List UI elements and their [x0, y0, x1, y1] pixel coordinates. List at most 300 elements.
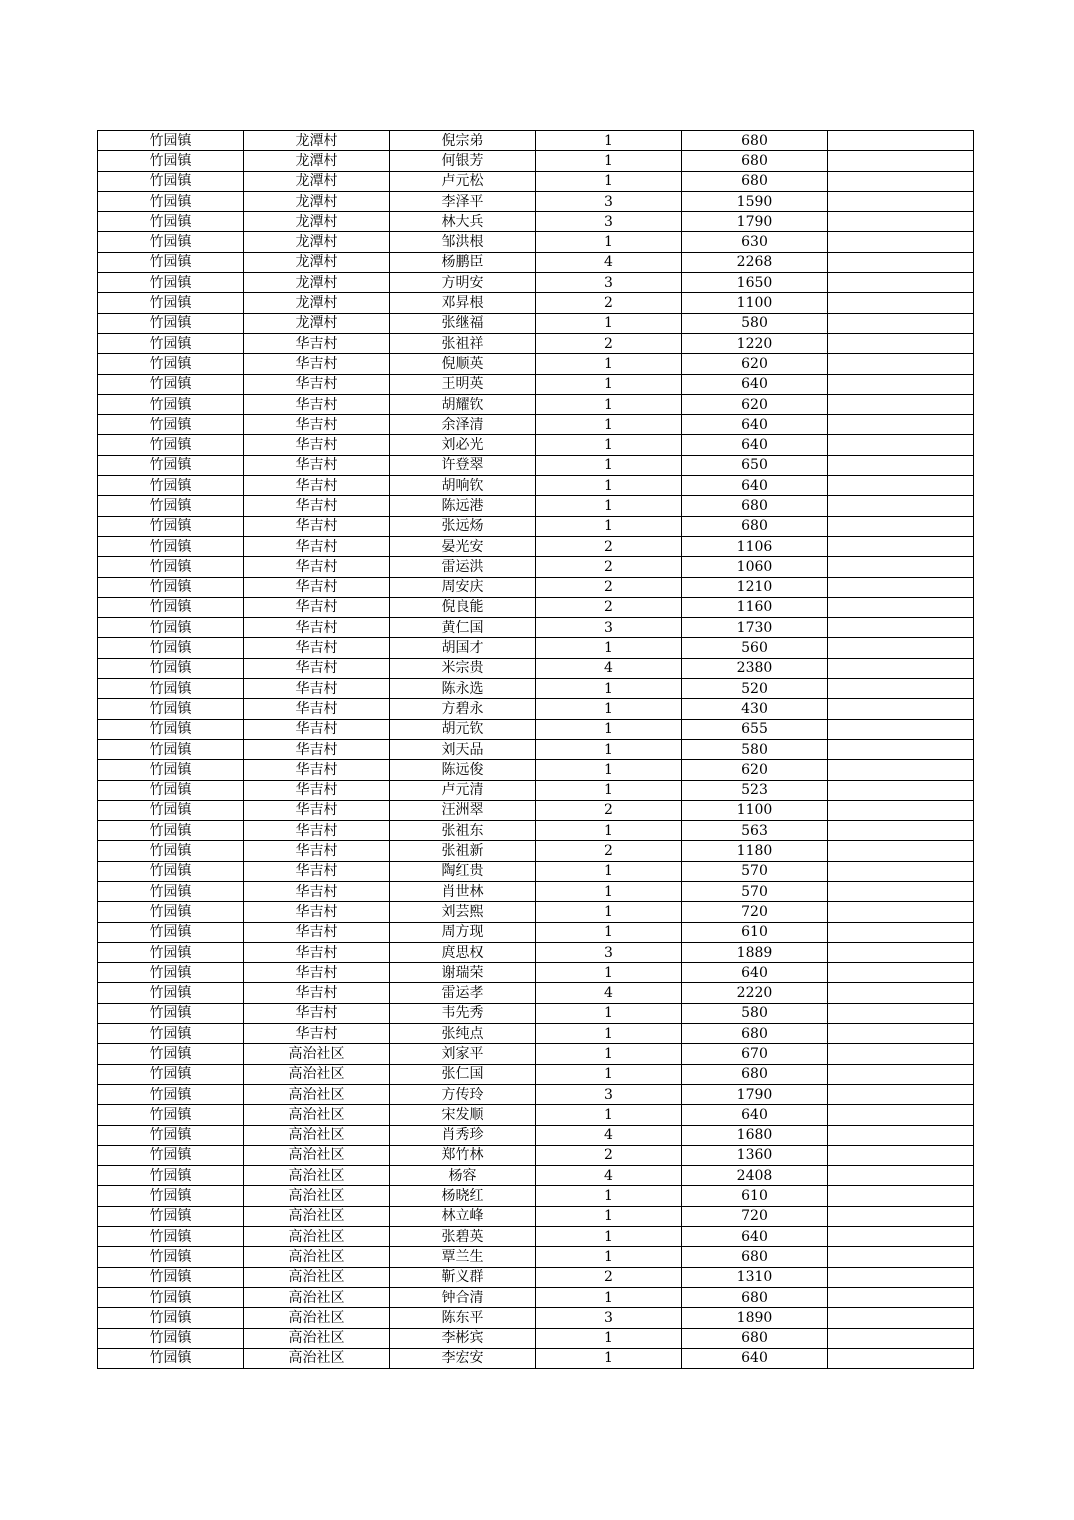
table-body [98, 131, 974, 1369]
note-cell [828, 821, 974, 841]
name-cell: 靳义群 [390, 1267, 536, 1287]
amount-cell: 520 [682, 679, 828, 699]
table-row [98, 1105, 974, 1125]
name-cell: 方传玲 [390, 1084, 536, 1104]
village-cell: 高治社区 [244, 1247, 390, 1267]
town-cell: 竹园镇 [98, 1044, 244, 1064]
note-cell [828, 191, 974, 211]
amount-cell: 523 [682, 780, 828, 800]
town-cell: 竹园镇 [98, 881, 244, 901]
amount-cell: 620 [682, 394, 828, 414]
table-row [98, 212, 974, 232]
village-cell: 华吉村 [244, 557, 390, 577]
note-cell [828, 1145, 974, 1165]
count-cell: 4 [536, 1125, 682, 1145]
note-cell [828, 1287, 974, 1307]
village-cell: 高治社区 [244, 1227, 390, 1247]
data-table [97, 130, 974, 1369]
count-cell: 3 [536, 191, 682, 211]
name-cell: 许登翠 [390, 455, 536, 475]
table-row [98, 557, 974, 577]
amount-cell: 720 [682, 1206, 828, 1226]
village-cell: 华吉村 [244, 476, 390, 496]
village-cell: 龙潭村 [244, 212, 390, 232]
village-cell: 华吉村 [244, 374, 390, 394]
amount-cell: 640 [682, 374, 828, 394]
name-cell: 刘家平 [390, 1044, 536, 1064]
table-row [98, 313, 974, 333]
amount-cell: 1360 [682, 1145, 828, 1165]
count-cell: 1 [536, 131, 682, 151]
note-cell [828, 1105, 974, 1125]
village-cell: 高治社区 [244, 1308, 390, 1328]
note-cell [828, 1024, 974, 1044]
amount-cell: 670 [682, 1044, 828, 1064]
village-cell: 华吉村 [244, 455, 390, 475]
town-cell: 竹园镇 [98, 902, 244, 922]
town-cell: 竹园镇 [98, 1247, 244, 1267]
count-cell: 4 [536, 658, 682, 678]
table-row [98, 394, 974, 414]
name-cell: 覃兰生 [390, 1247, 536, 1267]
village-cell: 高治社区 [244, 1267, 390, 1287]
name-cell: 刘天品 [390, 739, 536, 759]
town-cell: 竹园镇 [98, 679, 244, 699]
count-cell: 1 [536, 151, 682, 171]
name-cell: 王明英 [390, 374, 536, 394]
table-row [98, 1044, 974, 1064]
village-cell: 华吉村 [244, 1024, 390, 1044]
name-cell: 胡响钦 [390, 476, 536, 496]
amount-cell: 610 [682, 1186, 828, 1206]
table-row [98, 496, 974, 516]
table-row [98, 1267, 974, 1287]
note-cell [828, 212, 974, 232]
village-cell: 华吉村 [244, 415, 390, 435]
town-cell: 竹园镇 [98, 313, 244, 333]
amount-cell: 1590 [682, 191, 828, 211]
name-cell: 邓昇根 [390, 293, 536, 313]
village-cell: 高治社区 [244, 1145, 390, 1165]
amount-cell: 680 [682, 516, 828, 536]
note-cell [828, 374, 974, 394]
count-cell: 1 [536, 780, 682, 800]
table-row [98, 151, 974, 171]
name-cell: 张纯点 [390, 1024, 536, 1044]
village-cell: 龙潭村 [244, 151, 390, 171]
town-cell: 竹园镇 [98, 760, 244, 780]
town-cell: 竹园镇 [98, 1105, 244, 1125]
count-cell: 1 [536, 821, 682, 841]
note-cell [828, 1348, 974, 1368]
count-cell: 2 [536, 841, 682, 861]
table-row [98, 1308, 974, 1328]
town-cell: 竹园镇 [98, 1064, 244, 1084]
village-cell: 华吉村 [244, 496, 390, 516]
name-cell: 何银芳 [390, 151, 536, 171]
village-cell: 华吉村 [244, 435, 390, 455]
table-row [98, 1186, 974, 1206]
name-cell: 杨鹏臣 [390, 252, 536, 272]
town-cell: 竹园镇 [98, 739, 244, 759]
town-cell: 竹园镇 [98, 232, 244, 252]
note-cell [828, 293, 974, 313]
table-row [98, 618, 974, 638]
table-row [98, 597, 974, 617]
town-cell: 竹园镇 [98, 861, 244, 881]
table-row [98, 476, 974, 496]
name-cell: 张祖祥 [390, 333, 536, 353]
village-cell: 华吉村 [244, 821, 390, 841]
note-cell [828, 1166, 974, 1186]
table-row [98, 841, 974, 861]
town-cell: 竹园镇 [98, 476, 244, 496]
town-cell: 竹园镇 [98, 374, 244, 394]
name-cell: 林大兵 [390, 212, 536, 232]
note-cell [828, 516, 974, 536]
name-cell: 陈远港 [390, 496, 536, 516]
note-cell [828, 1084, 974, 1104]
name-cell: 张仁国 [390, 1064, 536, 1084]
village-cell: 高治社区 [244, 1125, 390, 1145]
count-cell: 1 [536, 435, 682, 455]
village-cell: 华吉村 [244, 394, 390, 414]
count-cell: 1 [536, 902, 682, 922]
table-row [98, 881, 974, 901]
table-row [98, 536, 974, 556]
count-cell: 3 [536, 273, 682, 293]
count-cell: 1 [536, 760, 682, 780]
village-cell: 华吉村 [244, 638, 390, 658]
amount-cell: 640 [682, 435, 828, 455]
village-cell: 高治社区 [244, 1328, 390, 1348]
count-cell: 4 [536, 983, 682, 1003]
note-cell [828, 1044, 974, 1064]
amount-cell: 640 [682, 1227, 828, 1247]
village-cell: 华吉村 [244, 922, 390, 942]
note-cell [828, 699, 974, 719]
name-cell: 刘芸熙 [390, 902, 536, 922]
name-cell: 卢元清 [390, 780, 536, 800]
amount-cell: 680 [682, 1064, 828, 1084]
amount-cell: 580 [682, 739, 828, 759]
note-cell [828, 455, 974, 475]
village-cell: 高治社区 [244, 1287, 390, 1307]
note-cell [828, 151, 974, 171]
village-cell: 龙潭村 [244, 191, 390, 211]
amount-cell: 1100 [682, 800, 828, 820]
amount-cell: 650 [682, 455, 828, 475]
count-cell: 2 [536, 333, 682, 353]
note-cell [828, 394, 974, 414]
village-cell: 龙潭村 [244, 273, 390, 293]
count-cell: 1 [536, 719, 682, 739]
table-row [98, 354, 974, 374]
count-cell: 1 [536, 1064, 682, 1084]
village-cell: 高治社区 [244, 1064, 390, 1084]
town-cell: 竹园镇 [98, 171, 244, 191]
town-cell: 竹园镇 [98, 1267, 244, 1287]
count-cell: 1 [536, 313, 682, 333]
table-row [98, 293, 974, 313]
table-row [98, 902, 974, 922]
town-cell: 竹园镇 [98, 435, 244, 455]
note-cell [828, 577, 974, 597]
note-cell [828, 942, 974, 962]
name-cell: 杨容 [390, 1166, 536, 1186]
note-cell [828, 861, 974, 881]
name-cell: 陶红贵 [390, 861, 536, 881]
name-cell: 韦先秀 [390, 1003, 536, 1023]
amount-cell: 570 [682, 861, 828, 881]
note-cell [828, 273, 974, 293]
amount-cell: 1890 [682, 1308, 828, 1328]
amount-cell: 2268 [682, 252, 828, 272]
amount-cell: 2380 [682, 658, 828, 678]
table-row [98, 1003, 974, 1023]
amount-cell: 563 [682, 821, 828, 841]
table-row [98, 760, 974, 780]
table-row [98, 455, 974, 475]
count-cell: 1 [536, 476, 682, 496]
village-cell: 华吉村 [244, 800, 390, 820]
town-cell: 竹园镇 [98, 293, 244, 313]
count-cell: 3 [536, 212, 682, 232]
village-cell: 高治社区 [244, 1206, 390, 1226]
amount-cell: 1790 [682, 212, 828, 232]
amount-cell: 1106 [682, 536, 828, 556]
count-cell: 1 [536, 394, 682, 414]
amount-cell: 620 [682, 760, 828, 780]
town-cell: 竹园镇 [98, 273, 244, 293]
name-cell: 陈东平 [390, 1308, 536, 1328]
table-row [98, 963, 974, 983]
note-cell [828, 963, 974, 983]
table-row [98, 273, 974, 293]
name-cell: 倪顺英 [390, 354, 536, 374]
town-cell: 竹园镇 [98, 618, 244, 638]
note-cell [828, 333, 974, 353]
town-cell: 竹园镇 [98, 1125, 244, 1145]
name-cell: 邹洪根 [390, 232, 536, 252]
village-cell: 华吉村 [244, 597, 390, 617]
town-cell: 竹园镇 [98, 719, 244, 739]
count-cell: 3 [536, 1084, 682, 1104]
name-cell: 胡耀钦 [390, 394, 536, 414]
note-cell [828, 1003, 974, 1023]
note-cell [828, 1247, 974, 1267]
amount-cell: 655 [682, 719, 828, 739]
count-cell: 1 [536, 739, 682, 759]
count-cell: 1 [536, 922, 682, 942]
village-cell: 华吉村 [244, 577, 390, 597]
table-row [98, 699, 974, 719]
town-cell: 竹园镇 [98, 699, 244, 719]
table-row [98, 1084, 974, 1104]
town-cell: 竹园镇 [98, 983, 244, 1003]
count-cell: 2 [536, 597, 682, 617]
note-cell [828, 922, 974, 942]
note-cell [828, 435, 974, 455]
village-cell: 龙潭村 [244, 131, 390, 151]
note-cell [828, 1125, 974, 1145]
name-cell: 郑竹林 [390, 1145, 536, 1165]
amount-cell: 580 [682, 313, 828, 333]
town-cell: 竹园镇 [98, 821, 244, 841]
table-row [98, 435, 974, 455]
name-cell: 张祖新 [390, 841, 536, 861]
amount-cell: 720 [682, 902, 828, 922]
name-cell: 谢瑞荣 [390, 963, 536, 983]
name-cell: 陈永选 [390, 679, 536, 699]
table-row [98, 800, 974, 820]
note-cell [828, 739, 974, 759]
table-row [98, 1145, 974, 1165]
table-row [98, 1247, 974, 1267]
count-cell: 1 [536, 496, 682, 516]
town-cell: 竹园镇 [98, 922, 244, 942]
count-cell: 2 [536, 1267, 682, 1287]
town-cell: 竹园镇 [98, 1287, 244, 1307]
table-row [98, 983, 974, 1003]
table-row [98, 374, 974, 394]
name-cell: 卢元松 [390, 171, 536, 191]
town-cell: 竹园镇 [98, 415, 244, 435]
count-cell: 3 [536, 618, 682, 638]
count-cell: 1 [536, 171, 682, 191]
amount-cell: 2408 [682, 1166, 828, 1186]
note-cell [828, 658, 974, 678]
name-cell: 汪洲翠 [390, 800, 536, 820]
count-cell: 1 [536, 516, 682, 536]
count-cell: 2 [536, 536, 682, 556]
count-cell: 4 [536, 252, 682, 272]
table-row [98, 719, 974, 739]
note-cell [828, 252, 974, 272]
town-cell: 竹园镇 [98, 1003, 244, 1023]
table-row [98, 1206, 974, 1226]
note-cell [828, 983, 974, 1003]
count-cell: 2 [536, 557, 682, 577]
town-cell: 竹园镇 [98, 963, 244, 983]
note-cell [828, 1186, 974, 1206]
village-cell: 华吉村 [244, 1003, 390, 1023]
table-row [98, 1024, 974, 1044]
note-cell [828, 496, 974, 516]
name-cell: 雷运孝 [390, 983, 536, 1003]
note-cell [828, 800, 974, 820]
name-cell: 张祖东 [390, 821, 536, 841]
town-cell: 竹园镇 [98, 597, 244, 617]
village-cell: 华吉村 [244, 719, 390, 739]
amount-cell: 1650 [682, 273, 828, 293]
note-cell [828, 841, 974, 861]
name-cell: 黄仁国 [390, 618, 536, 638]
count-cell: 1 [536, 415, 682, 435]
count-cell: 3 [536, 1308, 682, 1328]
amount-cell: 620 [682, 354, 828, 374]
note-cell [828, 1328, 974, 1348]
amount-cell: 1220 [682, 333, 828, 353]
village-cell: 华吉村 [244, 679, 390, 699]
table-row [98, 942, 974, 962]
town-cell: 竹园镇 [98, 131, 244, 151]
name-cell: 宋发顺 [390, 1105, 536, 1125]
village-cell: 高治社区 [244, 1166, 390, 1186]
amount-cell: 640 [682, 963, 828, 983]
table-row [98, 415, 974, 435]
town-cell: 竹园镇 [98, 212, 244, 232]
village-cell: 华吉村 [244, 354, 390, 374]
amount-cell: 1310 [682, 1267, 828, 1287]
note-cell [828, 881, 974, 901]
amount-cell: 680 [682, 131, 828, 151]
town-cell: 竹园镇 [98, 455, 244, 475]
village-cell: 华吉村 [244, 516, 390, 536]
amount-cell: 430 [682, 699, 828, 719]
village-cell: 华吉村 [244, 902, 390, 922]
note-cell [828, 536, 974, 556]
count-cell: 1 [536, 1003, 682, 1023]
town-cell: 竹园镇 [98, 577, 244, 597]
count-cell: 1 [536, 232, 682, 252]
town-cell: 竹园镇 [98, 354, 244, 374]
amount-cell: 1160 [682, 597, 828, 617]
note-cell [828, 760, 974, 780]
amount-cell: 1730 [682, 618, 828, 638]
name-cell: 余泽清 [390, 415, 536, 435]
village-cell: 华吉村 [244, 841, 390, 861]
table-row [98, 638, 974, 658]
village-cell: 华吉村 [244, 760, 390, 780]
table-row [98, 1064, 974, 1084]
note-cell [828, 171, 974, 191]
count-cell: 1 [536, 354, 682, 374]
name-cell: 晏光安 [390, 536, 536, 556]
note-cell [828, 780, 974, 800]
count-cell: 1 [536, 1227, 682, 1247]
name-cell: 雷运洪 [390, 557, 536, 577]
town-cell: 竹园镇 [98, 557, 244, 577]
amount-cell: 640 [682, 1105, 828, 1125]
town-cell: 竹园镇 [98, 191, 244, 211]
amount-cell: 680 [682, 171, 828, 191]
name-cell: 倪良能 [390, 597, 536, 617]
town-cell: 竹园镇 [98, 1186, 244, 1206]
village-cell: 龙潭村 [244, 232, 390, 252]
count-cell: 3 [536, 942, 682, 962]
village-cell: 华吉村 [244, 861, 390, 881]
table-row [98, 679, 974, 699]
amount-cell: 640 [682, 1348, 828, 1368]
town-cell: 竹园镇 [98, 1227, 244, 1247]
amount-cell: 630 [682, 232, 828, 252]
village-cell: 华吉村 [244, 699, 390, 719]
amount-cell: 560 [682, 638, 828, 658]
town-cell: 竹园镇 [98, 252, 244, 272]
table-row [98, 171, 974, 191]
village-cell: 华吉村 [244, 658, 390, 678]
town-cell: 竹园镇 [98, 658, 244, 678]
name-cell: 陈远俊 [390, 760, 536, 780]
village-cell: 华吉村 [244, 536, 390, 556]
count-cell: 1 [536, 1247, 682, 1267]
amount-cell: 610 [682, 922, 828, 942]
table-row [98, 1227, 974, 1247]
name-cell: 张继福 [390, 313, 536, 333]
village-cell: 龙潭村 [244, 293, 390, 313]
amount-cell: 640 [682, 415, 828, 435]
